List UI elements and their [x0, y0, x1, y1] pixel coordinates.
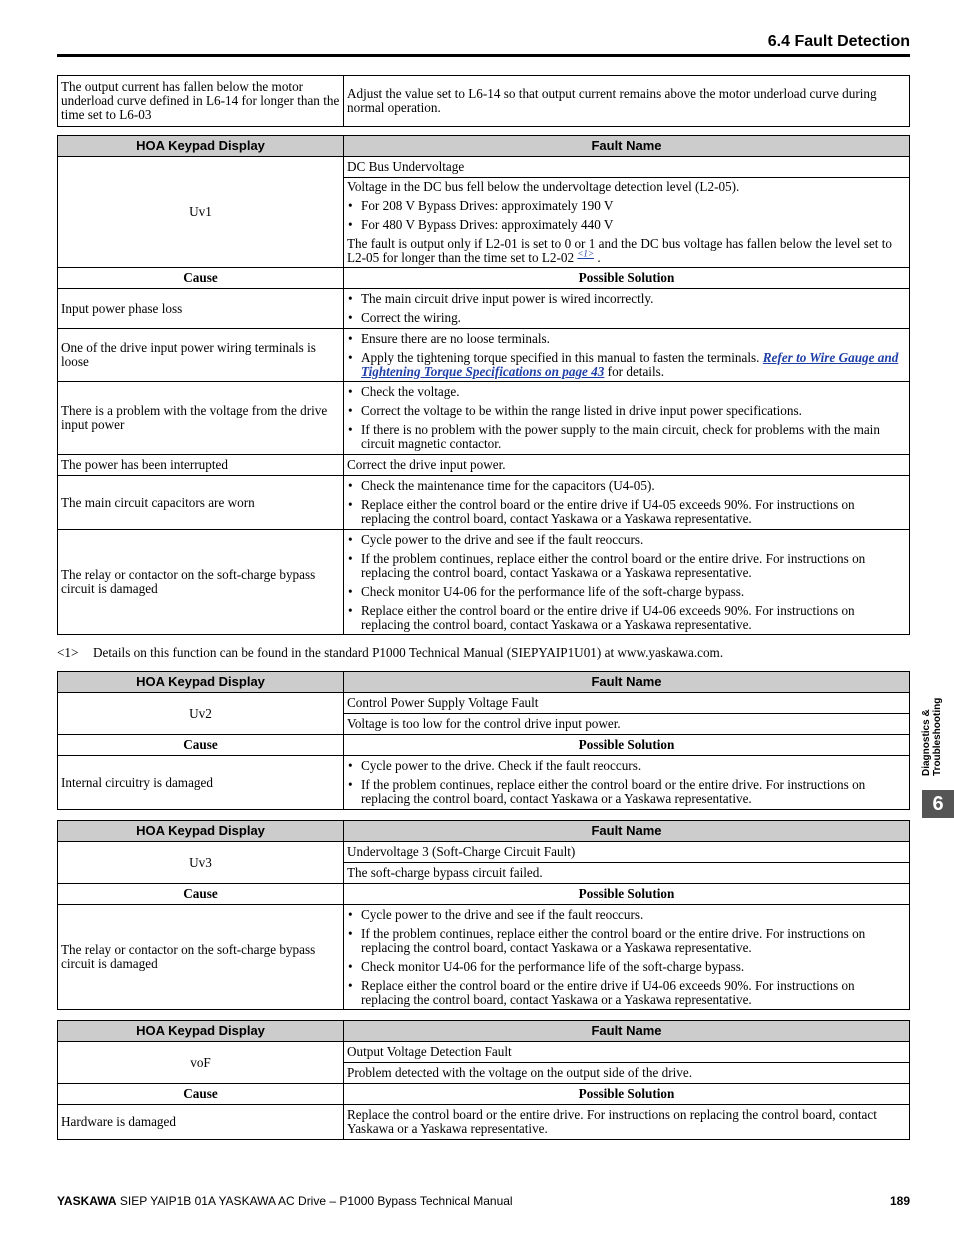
possible-solution-header: Possible Solution: [344, 884, 910, 905]
fault-table-uv1: [57, 135, 910, 635]
list-item: [347, 351, 906, 379]
footer-brand: YASKAWA: [57, 1194, 117, 1208]
description-intro: Voltage in the DC bus fell below the undervoltage detection level (L2-05).: [347, 179, 740, 194]
solution-cell: [344, 382, 910, 455]
chapter-number-tab: 6: [922, 790, 954, 818]
list-item: • Check the voltage.: [347, 385, 906, 399]
cause-cell: The main circuit capacitors are worn: [58, 476, 344, 530]
fault-name-header: Fault Name: [344, 1021, 910, 1042]
solution-cell: [344, 905, 910, 1010]
solution-cell: Correct the drive input power.: [344, 455, 910, 476]
fault-name-header: Fault Name: [344, 672, 910, 693]
fault-name: DC Bus Undervoltage: [344, 157, 910, 178]
fault-name: Output Voltage Detection Fault: [344, 1042, 910, 1063]
fault-table-uv2: [57, 671, 910, 810]
list-item: • If the problem continues, replace either the control board or the entire drive. For instructions on replacing the control board, contact Yaskawa or a Yaskawa representative.: [347, 927, 906, 955]
list-item: • Correct the wiring.: [347, 311, 906, 325]
list-item-tail: for details.: [607, 363, 665, 379]
cause-header: Cause: [58, 268, 344, 289]
wire-gauge-reference-link[interactable]: Refer to Wire Gauge and Tightening Torque Specifications on page 43: [361, 349, 899, 379]
list-item-text: Apply the tightening torque specified in this manual to fasten the terminals.: [361, 349, 760, 365]
list-item: • For 480 V Bypass Drives: approximately 440 V: [347, 218, 906, 232]
hoa-keypad-display-header: HOA Keypad Display: [58, 821, 344, 842]
fault-description: The soft-charge bypass circuit failed.: [344, 863, 910, 884]
list-item: • Replace either the control board or the entire drive if U4-06 exceeds 90%. For instructions on replacing the control board, contact Yaskawa or a Yaskawa representative.: [347, 604, 906, 632]
keypad-display-code: Uv3: [58, 842, 344, 884]
list-item: • If there is no problem with the power supply to the main circuit, check for problems with the main circuit magnetic contactor.: [347, 423, 906, 451]
fault-description: Problem detected with the voltage on the output side of the drive.: [344, 1063, 910, 1084]
footnote-mark: <1>: [57, 645, 79, 660]
cause-cell: The relay or contactor on the soft-charge bypass circuit is damaged: [58, 530, 344, 635]
solution-cell: [344, 756, 910, 810]
fault-description: Voltage is too low for the control drive input power.: [344, 714, 910, 735]
solution-cell: [344, 289, 910, 329]
fault-name: Undervoltage 3 (Soft-Charge Circuit Fault): [344, 842, 910, 863]
possible-solution-header: Possible Solution: [344, 1084, 910, 1105]
continuation-table: [57, 75, 910, 127]
keypad-display-code: voF: [58, 1042, 344, 1084]
list-item: • For 208 V Bypass Drives: approximately 190 V: [347, 199, 906, 213]
solution-cell: Adjust the value set to L6-14 so that output current remains above the motor underload curve during normal operation.: [344, 76, 910, 127]
cause-cell: Hardware is damaged: [58, 1105, 344, 1140]
solution-cell: Replace the control board or the entire drive. For instructions on replacing the control board, contact Yaskawa or a Yaskawa representative.: [344, 1105, 910, 1140]
footer-document-title: SIEP YAIP1B 01A YASKAWA AC Drive – P1000 Bypass Technical Manual: [119, 1194, 513, 1208]
fault-table-vof: [57, 1020, 910, 1140]
list-item: • Check monitor U4-06 for the performance life of the soft-charge bypass.: [347, 585, 906, 599]
keypad-display-code: Uv2: [58, 693, 344, 735]
list-item: • Cycle power to the drive. Check if the fault reoccurs.: [347, 759, 906, 773]
list-item: • Correct the voltage to be within the range listed in drive input power specifications.: [347, 404, 906, 418]
cause-header: Cause: [58, 735, 344, 756]
chapter-tab-line: Troubleshooting: [932, 697, 943, 776]
possible-solution-header: Possible Solution: [344, 268, 910, 289]
chapter-tab-line: Diagnostics &: [921, 709, 932, 776]
voltage-list: [347, 199, 906, 232]
fault-table-uv3: [57, 820, 910, 1010]
list-item: • Ensure there are no loose terminals.: [347, 332, 906, 346]
description-tail: The fault is output only if L2-01 is set to 0 or 1 and the DC bus voltage has fallen below the level set to L2-05 for longer than the time set to L2-02: [347, 236, 892, 265]
hoa-keypad-display-header: HOA Keypad Display: [58, 1021, 344, 1042]
description-end: .: [597, 250, 601, 265]
footnote-ref-link[interactable]: <1>: [577, 248, 595, 259]
footnote-text: Details on this function can be found in the standard P1000 Technical Manual (SIEPYAIP1U01) at www.yaskawa.com.: [93, 645, 724, 660]
chapter-tab-label: [921, 698, 943, 776]
section-title: 6.4 Fault Detection: [767, 33, 910, 50]
list-item: • Replace either the control board or the entire drive if U4-06 exceeds 90%. For instructions on replacing the control board, contact Yaskawa or a Yaskawa representative.: [347, 979, 906, 1007]
fault-description: [344, 178, 910, 268]
cause-header: Cause: [58, 884, 344, 905]
cause-cell: Input power phase loss: [58, 289, 344, 329]
hoa-keypad-display-header: HOA Keypad Display: [58, 672, 344, 693]
keypad-display-code: Uv1: [58, 157, 344, 268]
cause-header: Cause: [58, 1084, 344, 1105]
fault-name: Control Power Supply Voltage Fault: [344, 693, 910, 714]
solution-cell: [344, 476, 910, 530]
hoa-keypad-display-header: HOA Keypad Display: [58, 136, 344, 157]
list-item: • If the problem continues, replace either the control board or the entire drive. For instructions on replacing the control board, contact Yaskawa or a Yaskawa representative.: [347, 552, 906, 580]
title-rule: [57, 54, 910, 57]
solution-cell: [344, 530, 910, 635]
cause-cell: The relay or contactor on the soft-charge bypass circuit is damaged: [58, 905, 344, 1010]
footnote: [57, 645, 723, 661]
list-item: • Cycle power to the drive and see if the fault reoccurs.: [347, 908, 906, 922]
cause-cell: The output current has fallen below the motor underload curve defined in L6-14 for longer than the time set to L6-03: [58, 76, 344, 127]
cause-cell: The power has been interrupted: [58, 455, 344, 476]
cause-cell: One of the drive input power wiring terminals is loose: [58, 329, 344, 382]
page-footer: [57, 1194, 910, 1208]
list-item: • Replace either the control board or the entire drive if U4-05 exceeds 90%. For instructions on replacing the control board, contact Yaskawa or a Yaskawa representative.: [347, 498, 906, 526]
list-item: • Check the maintenance time for the capacitors (U4-05).: [347, 479, 906, 493]
cause-cell: There is a problem with the voltage from the drive input power: [58, 382, 344, 455]
fault-name-header: Fault Name: [344, 136, 910, 157]
cause-cell: Internal circuitry is damaged: [58, 756, 344, 810]
possible-solution-header: Possible Solution: [344, 735, 910, 756]
list-item: • Check monitor U4-06 for the performance life of the soft-charge bypass.: [347, 960, 906, 974]
list-item: • Cycle power to the drive and see if the fault reoccurs.: [347, 533, 906, 547]
fault-name-header: Fault Name: [344, 821, 910, 842]
page-number: 189: [889, 1194, 910, 1208]
list-item: • The main circuit drive input power is wired incorrectly.: [347, 292, 906, 306]
solution-cell: [344, 329, 910, 382]
list-item: • If the problem continues, replace either the control board or the entire drive. For instructions on replacing the control board, contact Yaskawa or a Yaskawa representative.: [347, 778, 906, 806]
